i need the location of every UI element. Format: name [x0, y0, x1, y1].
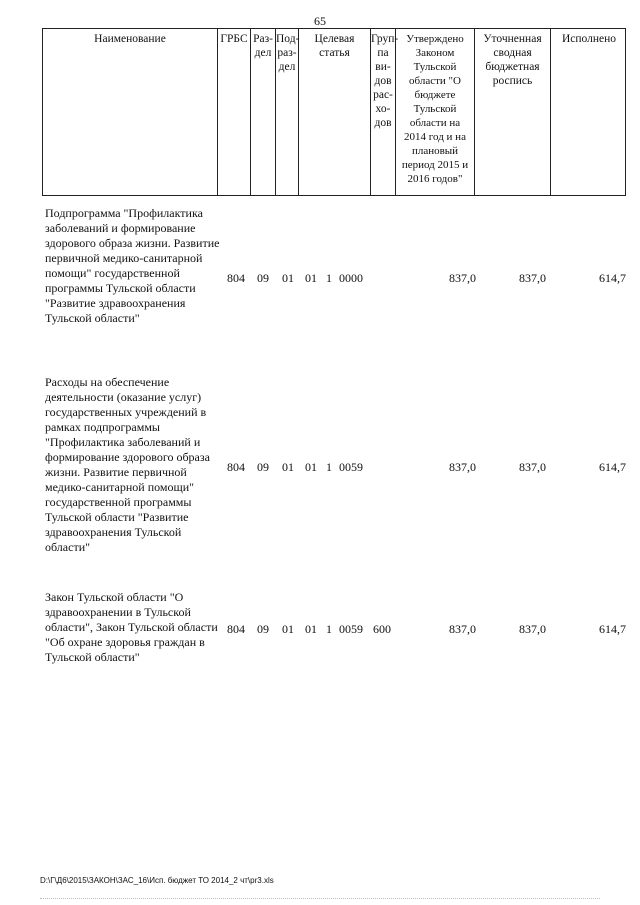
row-razdel: 09 [257, 271, 269, 285]
footer-divider [40, 898, 600, 899]
header-gruppa-vidov-raskhodov: Груп- па ви- дов рас- хо- дов [371, 29, 396, 195]
row-grbs: 804 [227, 271, 245, 285]
header-utochnennaya-rospis: Уточненная сводная бюджетная роспись [475, 29, 551, 195]
row-gruppa: 600 [373, 622, 391, 636]
row-ispolneno: 614,7 [599, 271, 626, 285]
row-name: Подпрограмма "Профилактика заболеваний и формирование здорового образа жизни. Развитие первичной медико-санитарной помощи" государственной программы Тульской области "Развитие здравоохранения Тульской области" [45, 206, 220, 325]
row-tselevaya-3: 0059 [339, 622, 363, 636]
header-podrazdel: Под- раз- дел [276, 29, 299, 195]
row-name: Закон Тульской области "О здравоохранении в Тульской области", Закон Тульской области "Об охране здоровья граждан в Тульской области" [45, 590, 218, 664]
header-name: Наименование [43, 29, 218, 195]
row-tselevaya-2: 1 [326, 622, 332, 636]
table-row [42, 590, 632, 680]
table-header [42, 28, 626, 196]
row-ispolneno: 614,7 [599, 460, 626, 474]
row-tselevaya-2: 1 [326, 460, 332, 474]
row-podrazdel: 01 [282, 271, 294, 285]
row-tselevaya-1: 01 [305, 271, 317, 285]
header-ispolneno: Исполнено [561, 33, 617, 45]
row-grbs: 804 [227, 622, 245, 636]
page-number: 65 [314, 14, 326, 28]
row-ispolneno: 614,7 [599, 622, 626, 636]
header-utverzhdeno: Утверждено Законом Тульской области "О бюджете Тульской области на 2014 год и на плановый период 2015 и 2016 годов" [396, 29, 475, 195]
row-podrazdel: 01 [282, 622, 294, 636]
row-name: Расходы на обеспечение деятельности (оказание услуг) государственных учреждений в рамках подпрограммы "Профилактика заболеваний и формирование здорового образа жизни. Развитие первичной медико-санитарной помощи" государственной программы Тульской области "Развитие здравоохранения Тульской области" [45, 375, 210, 554]
row-grbs: 804 [227, 460, 245, 474]
row-tselevaya-2: 1 [326, 271, 332, 285]
row-utverzhdeno: 837,0 [449, 271, 476, 285]
row-utverzhdeno: 837,0 [449, 622, 476, 636]
row-tselevaya-3: 0000 [339, 271, 363, 285]
row-utochnennaya: 837,0 [519, 622, 546, 636]
header-razdel: Раз- дел [251, 29, 276, 195]
header-tselevaya-statya: Целевая статья [299, 29, 371, 195]
header-grbs: ГРБС [218, 29, 251, 195]
row-utverzhdeno: 837,0 [449, 460, 476, 474]
row-tselevaya-1: 01 [305, 460, 317, 474]
table-row [42, 206, 632, 346]
footer-file-path: D:\Г\Д6\2015\ЗАКОН\ЗАС_16\Исп. бюджет ТО 2014_2 чт\pr3.xls [40, 876, 274, 885]
table-row [42, 375, 632, 565]
row-tselevaya-1: 01 [305, 622, 317, 636]
row-tselevaya-3: 0059 [339, 460, 363, 474]
row-razdel: 09 [257, 460, 269, 474]
row-utochnennaya: 837,0 [519, 271, 546, 285]
row-podrazdel: 01 [282, 460, 294, 474]
row-razdel: 09 [257, 622, 269, 636]
row-utochnennaya: 837,0 [519, 460, 546, 474]
